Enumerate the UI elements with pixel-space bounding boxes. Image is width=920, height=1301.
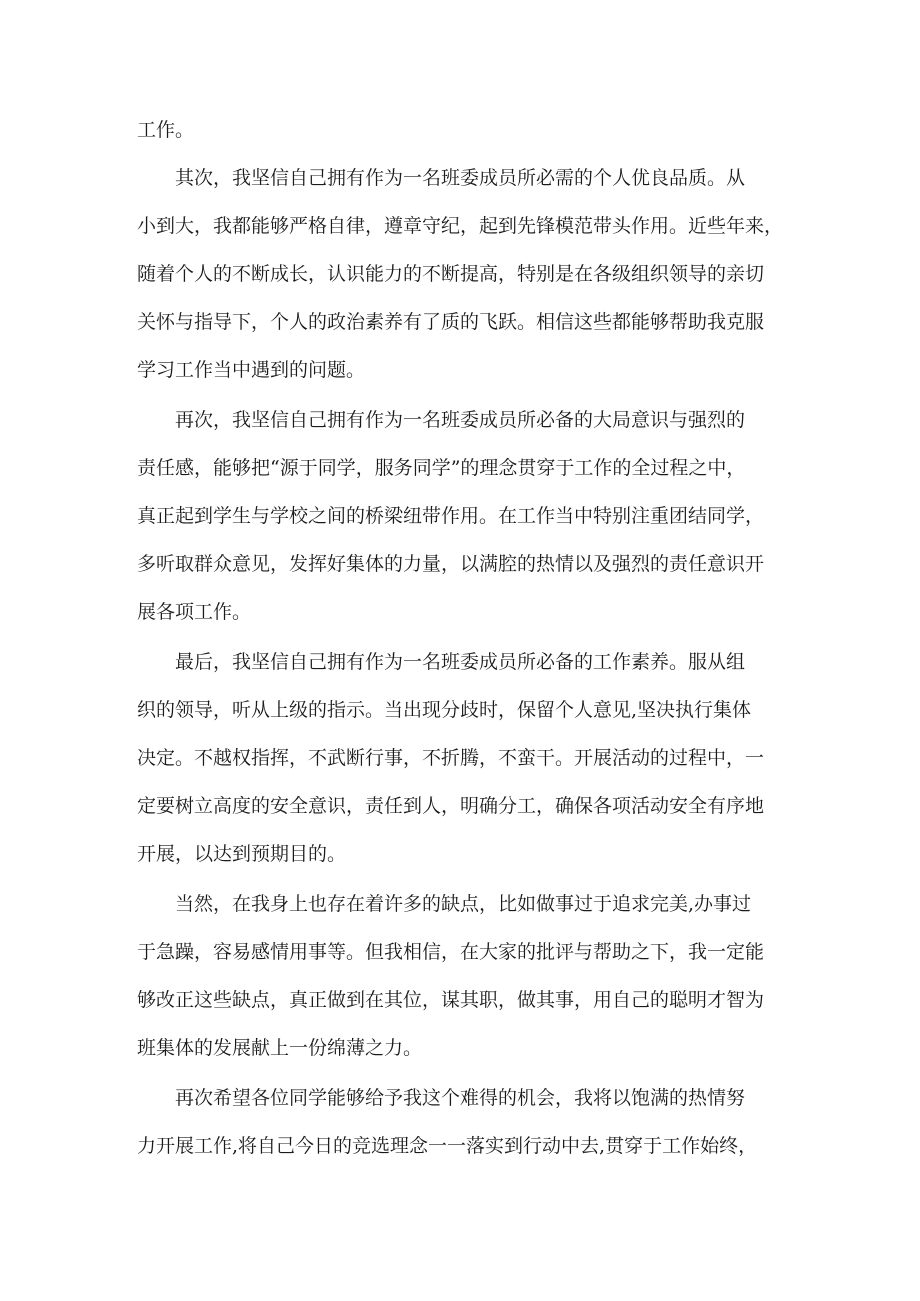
text-line: 织的领导，听从上级的指示。当出现分歧时，保留个人意见,坚决执行集体 [137,699,752,721]
paragraph-5 [137,892,797,1084]
text-line: 于急躁，容易感情用事等。但我相信，在大家的批评与帮助之下，我一定能 [137,941,765,963]
text-line: 其次，我坚信自己拥有作为一名班委成员所必需的个人优良品质。从 [137,167,746,189]
text-line: 班集体的发展献上一份绵薄之力。 [137,1037,423,1059]
text-line: 责任感，能够把“源于同学，服务同学”的理念贯穿于工作的全过程之中， [137,457,746,479]
paragraph-2 [137,166,797,406]
text-line: 力开展工作,将自己今日的竞选理念一一落实到行动中去,贯穿于工作始终， [137,1135,758,1157]
text-line: 定要树立高度的安全意识，责任到人，明确分工，确保各项活动安全有序地 [137,795,765,817]
text-line: 展各项工作。 [137,601,252,623]
text-line: 关怀与指导下，个人的政治素养有了质的飞跃。相信这些都能够帮助我克服 [137,311,765,333]
text-line: 再次，我坚信自己拥有作为一名班委成员所必备的大局意识与强烈的 [137,409,746,431]
text-line: 小到大，我都能够严格自律，遵章守纪，起到先锋模范带头作用。近些年来， [137,215,784,237]
text-line: 多听取群众意见，发挥好集体的力量，以满腔的热情以及强烈的责任意识开 [137,553,765,575]
text-line: 工作。 [137,119,195,141]
text-line: 随着个人的不断成长，认识能力的不断提高，特别是在各级组织领导的亲切 [137,263,765,285]
text-line: 真正起到学生与学校之间的桥梁纽带作用。在工作当中特别注重团结同学， [137,505,765,527]
text-line: 够改正这些缺点，真正做到在其位，谋其职，做其事，用自己的聪明才智为 [137,989,765,1011]
paragraph-6 [137,1086,797,1182]
text-line: 学习工作当中遇到的问题。 [137,359,366,381]
paragraph-3 [137,408,797,648]
text-line: 开展，以达到预期目的。 [137,843,347,865]
text-line: 最后，我坚信自己拥有作为一名班委成员所必备的工作素养。服从组 [137,651,746,673]
text-line: 决定。不越权指挥，不武断行事，不折腾，不蛮干。开展活动的过程中，一 [137,747,765,769]
text-line: 当然，在我身上也存在着许多的缺点，比如做事过于追求完美,办事过 [137,893,752,915]
paragraph-4 [137,650,797,890]
text-line: 再次希望各位同学能够给予我这个难得的机会，我将以饱满的热情努 [137,1087,746,1109]
paragraph-1 [137,118,797,166]
